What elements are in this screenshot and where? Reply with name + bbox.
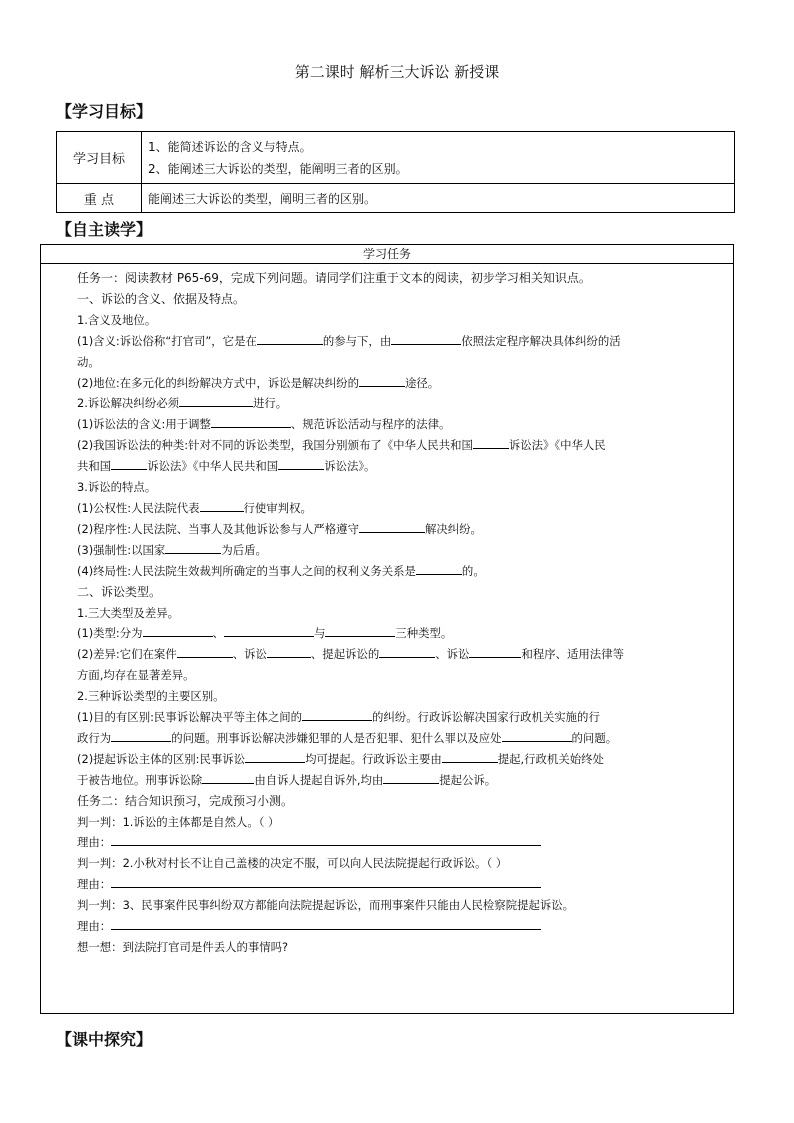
judge-question-1: 判一判：1.诉讼的主体都是自然人。（ ） bbox=[77, 814, 280, 829]
goal-label: 学习目标 bbox=[57, 132, 142, 184]
reason-field[interactable] bbox=[111, 875, 541, 888]
section-heading-explore: 【课中探究】 bbox=[56, 1030, 153, 1049]
task1-instruction: 任务一：阅读教材 P65-69，完成下列问题。请同学们注重于文本的阅读，初步学习相关知识点。 bbox=[77, 271, 591, 285]
reason-field[interactable] bbox=[111, 917, 541, 930]
fill-line: (1)诉讼法的含义:用于调整 、规范诉讼活动与程序的法律。 bbox=[77, 417, 451, 432]
reason-line-3: 理由： bbox=[77, 916, 725, 937]
blank[interactable] bbox=[224, 624, 314, 637]
fill-line: (1)含义:诉讼俗称“打官司”，它是在 的参与下，由 依照法定程序解决具体纠纷的活 bbox=[77, 333, 621, 348]
fill-line: (2)程序性:人民法院、当事人及其他诉讼参与人严格遵守 解决纠纷。 bbox=[77, 521, 482, 536]
blank[interactable] bbox=[325, 624, 395, 637]
blank[interactable] bbox=[111, 729, 171, 742]
blank[interactable] bbox=[165, 541, 221, 554]
task-box-header: 学习任务 bbox=[41, 245, 733, 264]
key-text: 能阐述三大诉讼的类型，阐明三者的区别。 bbox=[142, 184, 735, 213]
task-box bbox=[40, 244, 734, 1014]
part2-heading: 二、诉讼类型。 bbox=[77, 584, 162, 599]
blank[interactable] bbox=[473, 436, 509, 449]
blank[interactable] bbox=[379, 645, 435, 658]
fill-line: (2)差异:它们在案件 、诉讼 、提起诉讼的 、诉讼 和程序、适用法律等 bbox=[77, 647, 624, 662]
blank[interactable] bbox=[359, 520, 425, 533]
blank[interactable] bbox=[111, 457, 147, 470]
blank[interactable] bbox=[416, 562, 462, 575]
key-label: 重 点 bbox=[57, 184, 142, 213]
blank[interactable] bbox=[442, 750, 498, 763]
blank[interactable] bbox=[302, 708, 372, 721]
goal-2: 2、能阐述三大诉讼的类型，能阐明三者的区别。 bbox=[148, 161, 408, 176]
blank[interactable] bbox=[211, 415, 291, 428]
blank[interactable] bbox=[391, 332, 461, 345]
fill-line: (1)公权性:人民法院代表 行使审判权。 bbox=[77, 500, 312, 515]
part1-heading: 一、诉讼的含义、依据及特点。 bbox=[77, 291, 246, 306]
blank[interactable] bbox=[383, 771, 439, 784]
task-content bbox=[41, 264, 733, 958]
fill-line-wrap: 政行为 的问题。刑事诉讼解决涉嫌犯罪的人是否犯罪、犯什么罪以及应处 的问题。 bbox=[77, 730, 618, 745]
judge-question-2: 判一判：2.小秋对村长不让自己盖楼的决定不服，可以向人民法院提起行政诉讼。（ ） bbox=[77, 856, 508, 871]
reason-line-1: 理由： bbox=[77, 832, 725, 853]
sub-heading: 1.三大类型及差异。 bbox=[77, 605, 179, 620]
blank[interactable] bbox=[502, 729, 572, 742]
blank[interactable] bbox=[143, 624, 213, 637]
fill-line-wrap: 动。 bbox=[77, 354, 100, 369]
blank[interactable] bbox=[177, 645, 233, 658]
goal-cell bbox=[142, 132, 735, 184]
goals-table bbox=[56, 131, 735, 213]
blank[interactable] bbox=[469, 645, 521, 658]
blank[interactable] bbox=[359, 374, 405, 387]
fill-line: (2)地位:在多元化的纠纷解决方式中，诉讼是解决纠纷的 途径。 bbox=[77, 375, 440, 390]
fill-line: (1)目的有区别:民事诉讼解决平等主体之间的 的纠纷。行政诉讼解决国家行政机关实施的行 bbox=[77, 710, 600, 725]
blank[interactable] bbox=[257, 332, 323, 345]
fill-line: (3)强制性:以国家 为后盾。 bbox=[77, 542, 267, 557]
fill-line: (2)提起诉讼主体的区别:民事诉讼 均可提起。行政诉讼主要由 提起,行政机关始终处 bbox=[77, 751, 604, 766]
blank[interactable] bbox=[179, 394, 253, 407]
fill-line: (4)终局性:人民法院生效裁判所确定的当事人之间的权利义务关系是 的。 bbox=[77, 563, 485, 578]
fill-line-wrap: 共和国 诉讼法》《中华人民共和国 诉讼法》。 bbox=[77, 459, 376, 474]
section-heading-self-study: 【自主读学】 bbox=[56, 220, 153, 239]
think-question: 想一想：到法院打官司是件丢人的事情吗? bbox=[77, 940, 289, 954]
fill-line: 2.诉讼解决纠纷必须 进行。 bbox=[77, 396, 288, 411]
fill-line-wrap: 方面,均存在显著差异。 bbox=[77, 668, 195, 683]
judge-question-3: 判一判：3、民事案件民事纠纷双方都能向法院提起诉讼，而刑事案件只能由人民检察院提起诉讼。 bbox=[77, 898, 575, 913]
blank[interactable] bbox=[278, 457, 324, 470]
goal-1: 1、能简述诉讼的含义与特点。 bbox=[148, 139, 312, 154]
blank[interactable] bbox=[245, 750, 305, 763]
fill-line: (1)类型:分为 、 与 三种类型。 bbox=[77, 626, 453, 641]
fill-line-wrap: 于被告地位。刑事诉讼除 由自诉人提起自诉外,均由 提起公诉。 bbox=[77, 772, 497, 787]
section-heading-goals: 【学习目标】 bbox=[56, 102, 153, 121]
blank[interactable] bbox=[202, 771, 254, 784]
blank[interactable] bbox=[267, 645, 311, 658]
sub-heading: 3.诉讼的特点。 bbox=[77, 480, 157, 495]
fill-line: (2)我国诉讼法的种类:针对不同的诉讼类型，我国分别颁布了《中华人民共和国 诉讼法》《中华人民 bbox=[77, 438, 606, 453]
blank[interactable] bbox=[200, 499, 244, 512]
page-title: 第二课时 解析三大诉讼 新授课 bbox=[294, 63, 500, 81]
reason-field[interactable] bbox=[111, 833, 541, 846]
task2-instruction: 任务二：结合知识预习，完成预习小测。 bbox=[77, 793, 294, 808]
sub-heading: 1.含义及地位。 bbox=[77, 312, 157, 327]
sub-heading: 2.三种诉讼类型的主要区别。 bbox=[77, 689, 225, 704]
reason-line-2: 理由： bbox=[77, 874, 725, 895]
